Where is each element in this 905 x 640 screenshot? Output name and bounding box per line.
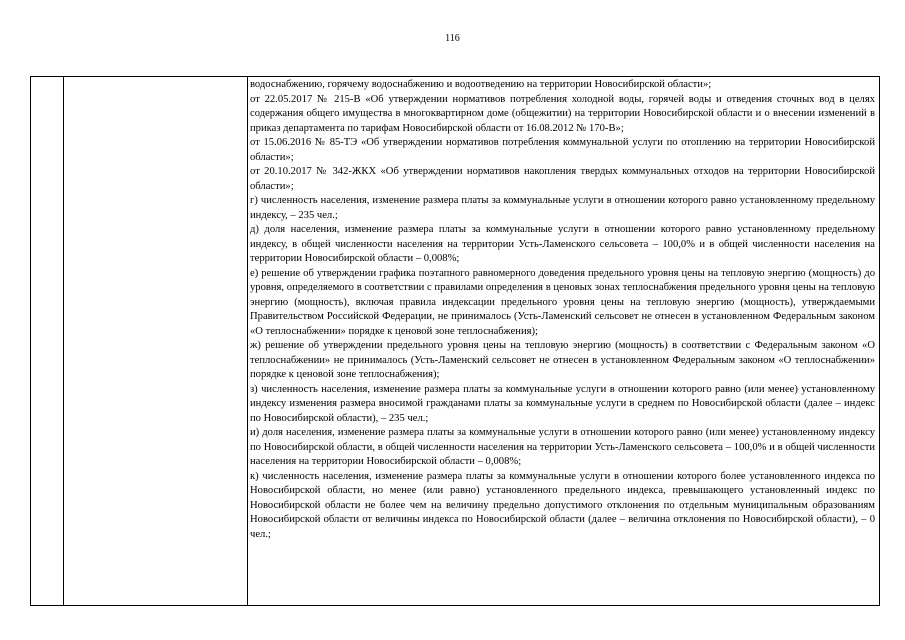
paragraph-order-85-te: от 15.06.2016 № 85-ТЭ «Об утверждении нормативов потребления коммунальной услуги по отоплению на территории Новосибирской области»; bbox=[250, 137, 875, 163]
paragraph-item-zh: ж) решение об утверждении предельного уровня цены на тепловую энергию (мощность) в соответствии с Федеральным законом «О теплоснабжении» не принималось (Усть-Ламенский сельсовет не отнесен в установленном Федеральным законом «О теплоснабжении» порядке к ценовой зоне теплоснабжения); bbox=[250, 340, 875, 380]
table-column-number bbox=[31, 77, 64, 605]
paragraph-item-i: и) доля населения, изменение размера платы за коммунальные услуги в отношении которого равно (или менее) установленному индексу по Новосибирской области, в общей численности населения на территории Усть-Ламенского сельсовета – 100,0% и в общей численности населения на территории Новосибирской области – 0,008%; bbox=[250, 427, 875, 467]
page-number: 116 bbox=[445, 33, 460, 44]
paragraph-item-e: е) решение об утверждении графика поэтапного равномерного доведения предельного уровня цены на тепловую энергию (мощность) до уровня, определяемого в соответствии с правилами определения в ценовых зонах теплоснабжения предельного уровня цены на тепловую энергию (мощность), включая правила индексации предельного уровня цены на тепловую энергию (мощность), утверждаемыми Правительством Российской Федерации, не принималось (Усть-Ламенский сельсовет не отнесен в установленном Федеральным законом «О теплоснабжении» порядке к ценовой зоне теплоснабжения); bbox=[250, 267, 875, 337]
paragraph-water-supply-tail: водоснабжению, горячему водоснабжению и водоотведению на территории Новосибирской области»; bbox=[250, 79, 712, 90]
paragraph-order-215-v: от 22.05.2017 № 215-В «Об утверждении нормативов потребления холодной воды, горячей воды и отведения сточных вод в целях содержания общего имущества в многоквартирном доме (общежитии) на территории Новосибирской области и о внесении изменений в приказ департамента по тарифам Новосибирской области от 16.08.2012 № 170-В»; bbox=[250, 93, 875, 134]
document-table bbox=[30, 76, 880, 606]
paragraph-item-d: д) доля населения, изменение размера платы за коммунальные услуги в отношении которого равно установленному предельному индексу, в общей численности населения на территории Усть-Ламенского сельсовета – 100,0% и в общей численности населения на территории Новосибирской области – 0,008%; bbox=[250, 224, 875, 264]
paragraph-item-g: г) численность населения, изменение размера платы за коммунальные услуги в отношении которого равно установленному предельному индексу, – 235 чел.; bbox=[250, 195, 875, 221]
table-column-label bbox=[64, 77, 248, 605]
table-column-content bbox=[250, 77, 875, 542]
paragraph-order-342-zhkh: от 20.10.2017 № 342-ЖКХ «Об утверждении нормативов накопления твердых коммунальных отходов на территории Новосибирской области»; bbox=[250, 166, 875, 192]
paragraph-item-k: к) численность населения, изменение размера платы за коммунальные услуги в отношении которого более установленного индекса по Новосибирской области, но менее (или равно) установленного предельного индекса, превышающего установленный индекс по Новосибирской области не более чем на величину предельно допустимого отклонения по отдельным муниципальным образованиям Новосибирской области от величины индекса по Новосибирской области (далее – величина отклонения по Новосибирской области), – 0 чел.; bbox=[250, 470, 875, 540]
paragraph-item-z: з) численность населения, изменение размера платы за коммунальные услуги в отношении которого равно (или менее) установленному индексу изменения размера вносимой гражданами платы за коммунальные услуги в среднем по Новосибирской области (далее – индекс по Новосибирской области), – 235 чел.; bbox=[250, 383, 875, 424]
